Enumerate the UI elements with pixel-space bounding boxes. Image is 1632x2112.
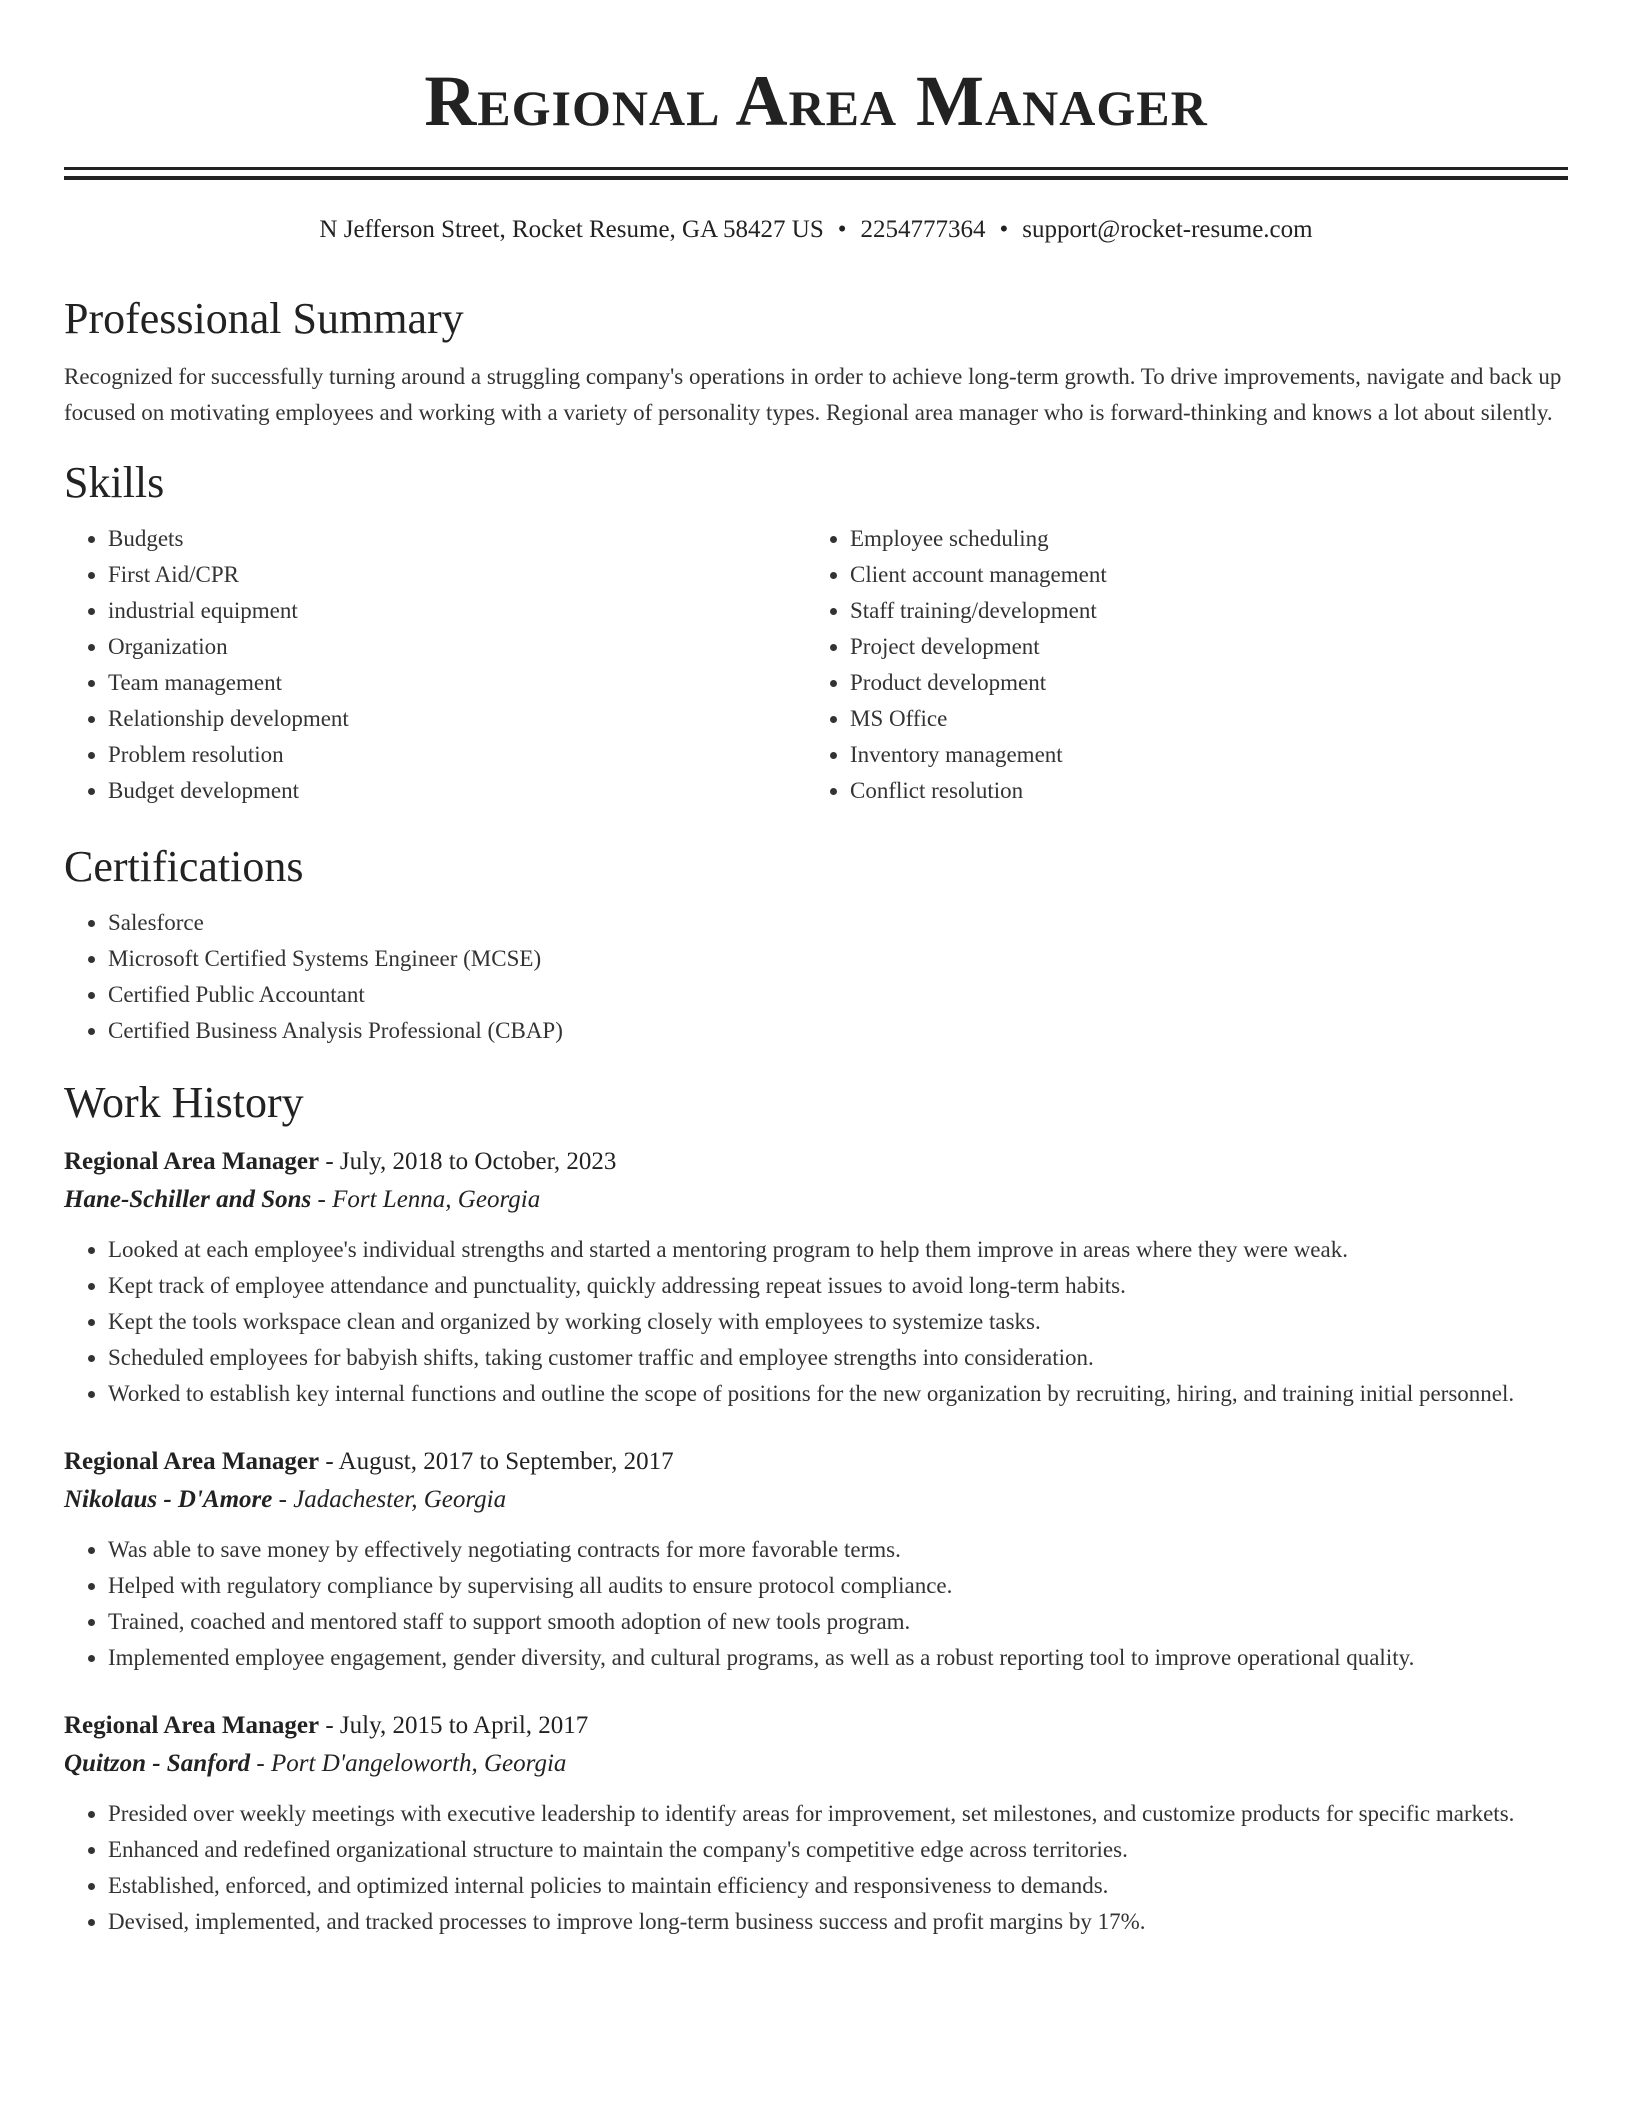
skill-item: • Budgets bbox=[108, 521, 806, 557]
job-bullets bbox=[64, 1532, 1568, 1676]
job-title-line: Regional Area Manager - July, 2018 to October, 2023 bbox=[64, 1148, 617, 1175]
job-bullets bbox=[64, 1232, 1568, 1412]
skills-left-list bbox=[64, 521, 806, 809]
certifications-heading: Certifications bbox=[64, 842, 304, 891]
job-entry bbox=[64, 1707, 1568, 1940]
skill-item: • Product development bbox=[850, 665, 1548, 701]
job-bullet: • Trained, coached and mentored staff to support smooth adoption of new tools program. bbox=[108, 1604, 1568, 1640]
skill-item: • Conflict resolution bbox=[850, 773, 1548, 809]
certifications-list bbox=[64, 905, 1568, 1049]
job-location: Port D'angeloworth, Georgia bbox=[271, 1750, 567, 1777]
skill-item: • Project development bbox=[850, 629, 1548, 665]
skill-item: • Problem resolution bbox=[108, 737, 806, 773]
skills-right-list bbox=[806, 521, 1548, 809]
job-bullet: • Implemented employee engagement, gender diversity, and cultural programs, as well as a robust reporting tool to improve operational quality. bbox=[108, 1640, 1568, 1676]
skills-heading: Skills bbox=[64, 458, 165, 507]
contact-email: support@rocket-resume.com bbox=[1022, 216, 1313, 243]
skill-item: • Organization bbox=[108, 629, 806, 665]
job-company-line: Nikolaus - D'Amore - Jadachester, Georgia bbox=[64, 1486, 507, 1513]
job-title-line: Regional Area Manager - August, 2017 to September, 2017 bbox=[64, 1448, 674, 1475]
job-bullet: • Established, enforced, and optimized internal policies to maintain efficiency and responsiveness to demands. bbox=[108, 1868, 1568, 1904]
job-bullet: • Worked to establish key internal functions and outline the scope of positions for the new organization by recruiting, hiring, and training initial personnel. bbox=[108, 1376, 1568, 1412]
job-dates: August, 2017 to September, 2017 bbox=[338, 1448, 674, 1475]
contact-separator: • bbox=[999, 216, 1009, 243]
resume-name-heading: Regional Area Manager bbox=[424, 61, 1208, 141]
skill-item: • MS Office bbox=[850, 701, 1548, 737]
header-rule-top bbox=[64, 167, 1568, 170]
job-bullet: • Enhanced and redefined organizational structure to maintain the company's competitive edge across territories. bbox=[108, 1832, 1568, 1868]
job-entry bbox=[64, 1143, 1568, 1412]
contact-line bbox=[64, 213, 1568, 247]
job-company-line: Quitzon - Sanford - Port D'angeloworth, Georgia bbox=[64, 1750, 567, 1777]
job-company-line: Hane-Schiller and Sons - Fort Lenna, Georgia bbox=[64, 1186, 541, 1213]
job-company: Nikolaus - D'Amore bbox=[64, 1486, 273, 1513]
job-title-line: Regional Area Manager - July, 2015 to April, 2017 bbox=[64, 1712, 589, 1739]
certification-item: • Microsoft Certified Systems Engineer (MCSE) bbox=[108, 941, 1568, 977]
job-bullet: • Scheduled employees for babyish shifts, taking customer traffic and employee strengths into consideration. bbox=[108, 1340, 1568, 1376]
job-company: Quitzon - Sanford bbox=[64, 1750, 251, 1777]
contact-separator: • bbox=[837, 216, 847, 243]
summary-text: Recognized for successfully turning around a struggling company's operations in order to achieve long-term growth. To drive improvements, navigate and back up focused on motivating employees and working with a variety of personality types. Regional area manager who is forward-thinking and knows a lot about silently. bbox=[64, 364, 1562, 425]
skill-item: • Inventory management bbox=[850, 737, 1548, 773]
job-dates: July, 2018 to October, 2023 bbox=[339, 1148, 617, 1175]
job-role: Regional Area Manager bbox=[64, 1712, 320, 1739]
summary-heading: Professional Summary bbox=[64, 294, 464, 343]
skills-columns bbox=[64, 521, 1568, 809]
job-dates: July, 2015 to April, 2017 bbox=[339, 1712, 589, 1739]
contact-address: N Jefferson Street, Rocket Resume, GA 58427 US bbox=[319, 216, 824, 243]
skill-item: • Client account management bbox=[850, 557, 1548, 593]
certification-item: • Certified Business Analysis Professional (CBAP) bbox=[108, 1013, 1568, 1049]
contact-phone: 2254777364 bbox=[860, 216, 986, 243]
job-bullet: • Kept track of employee attendance and punctuality, quickly addressing repeat issues to avoid long-term habits. bbox=[108, 1268, 1568, 1304]
skill-item: • Budget development bbox=[108, 773, 806, 809]
job-bullet: • Devised, implemented, and tracked processes to improve long-term business success and profit margins by 17%. bbox=[108, 1904, 1568, 1940]
certification-item: • Certified Public Accountant bbox=[108, 977, 1568, 1013]
job-bullet: • Helped with regulatory compliance by supervising all audits to ensure protocol compliance. bbox=[108, 1568, 1568, 1604]
job-bullet: • Was able to save money by effectively negotiating contracts for more favorable terms. bbox=[108, 1532, 1568, 1568]
skill-item: • Relationship development bbox=[108, 701, 806, 737]
skill-item: • industrial equipment bbox=[108, 593, 806, 629]
skill-item: • Team management bbox=[108, 665, 806, 701]
skill-item: • First Aid/CPR bbox=[108, 557, 806, 593]
job-entry bbox=[64, 1443, 1568, 1676]
job-role: Regional Area Manager bbox=[64, 1448, 320, 1475]
certification-item: • Salesforce bbox=[108, 905, 1568, 941]
skill-item: • Employee scheduling bbox=[850, 521, 1548, 557]
job-bullet: • Looked at each employee's individual strengths and started a mentoring program to help them improve in areas where they were weak. bbox=[108, 1232, 1568, 1268]
job-bullet: • Presided over weekly meetings with executive leadership to identify areas for improvement, set milestones, and customize products for specific markets. bbox=[108, 1796, 1568, 1832]
job-location: Jadachester, Georgia bbox=[293, 1486, 507, 1513]
job-location: Fort Lenna, Georgia bbox=[332, 1186, 541, 1213]
job-bullets bbox=[64, 1796, 1568, 1940]
job-company: Hane-Schiller and Sons bbox=[64, 1186, 312, 1213]
job-bullet: • Kept the tools workspace clean and organized by working closely with employees to systemize tasks. bbox=[108, 1304, 1568, 1340]
skill-item: • Staff training/development bbox=[850, 593, 1548, 629]
job-role: Regional Area Manager bbox=[64, 1148, 320, 1175]
header-rule-bottom bbox=[64, 176, 1568, 180]
work-history-heading: Work History bbox=[64, 1078, 304, 1127]
